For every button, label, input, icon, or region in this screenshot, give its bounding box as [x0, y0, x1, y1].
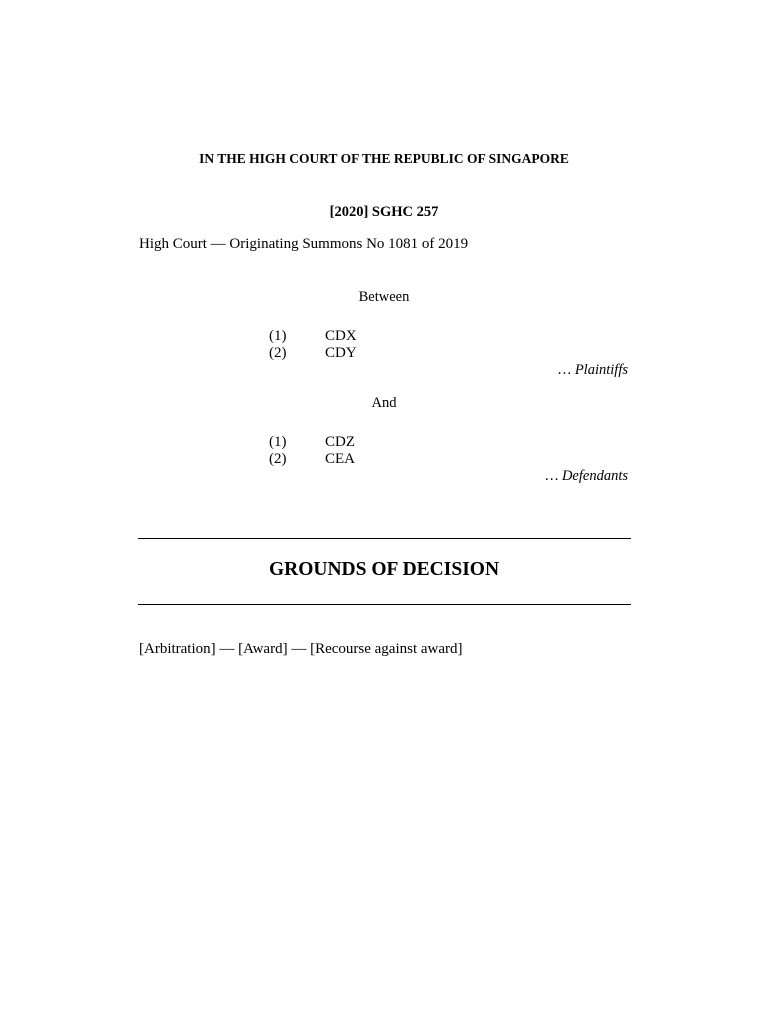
- plaintiff-1-number: (1): [269, 328, 287, 344]
- defendant-2-number: (2): [269, 451, 287, 467]
- defendant-2-name: CEA: [325, 451, 355, 467]
- defendant-1-name: CDZ: [325, 434, 355, 450]
- defendants-label: … Defendants: [545, 468, 628, 484]
- top-divider: [138, 538, 631, 539]
- bottom-divider: [138, 604, 631, 605]
- catchwords: [Arbitration] — [Award] — [Recourse against award]: [139, 641, 463, 657]
- plaintiffs-label: … Plaintiffs: [558, 362, 628, 378]
- and-label: And: [371, 395, 397, 411]
- case-number: High Court — Originating Summons No 1081 of 2019: [139, 236, 469, 252]
- plaintiff-1-name: CDX: [325, 328, 357, 344]
- plaintiff-2-number: (2): [269, 345, 287, 361]
- case-citation: [2020] SGHC 257: [329, 204, 439, 220]
- plaintiff-2-name: CDY: [325, 345, 357, 361]
- defendant-1-number: (1): [269, 434, 287, 450]
- court-title: IN THE HIGH COURT OF THE REPUBLIC OF SINGAPORE: [199, 151, 569, 166]
- between-label: Between: [358, 289, 410, 305]
- grounds-heading: GROUNDS OF DECISION: [268, 559, 500, 580]
